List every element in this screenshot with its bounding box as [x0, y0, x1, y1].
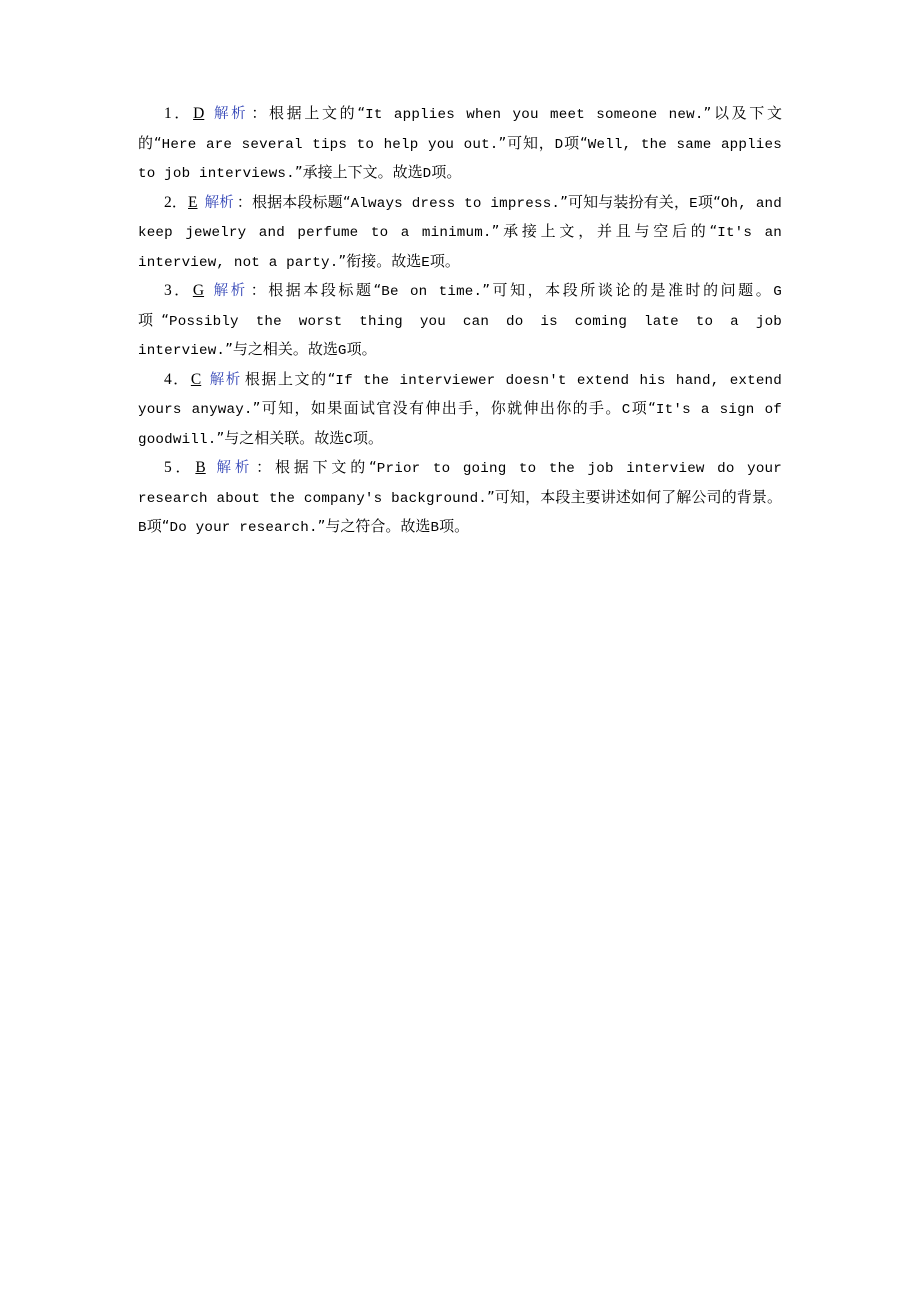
chinese-explanation-text: ”承接上下文。故选 [294, 163, 423, 181]
chinese-explanation-text: ”可知，如果面试官没有伸出手，你就伸出你的手。 [252, 399, 622, 417]
chinese-explanation-text: ”以及下文的 [138, 104, 782, 152]
chinese-explanation-text: 项 [138, 310, 162, 329]
chinese-explanation-text: “ [369, 458, 377, 476]
english-quote-text: D [554, 136, 564, 153]
answer-number-separator: ． [171, 458, 195, 476]
chinese-explanation-text: 项 [146, 517, 162, 535]
chinese-explanation-text: “ [161, 310, 170, 329]
answer-number: 3 [164, 282, 172, 299]
answer-choice: C [190, 370, 202, 388]
english-quote-text: It's an interview, not a party. [138, 225, 782, 271]
chinese-explanation-text: 项。 [346, 340, 377, 358]
answer-number-separator: ． [171, 369, 190, 388]
english-quote-text: C [344, 431, 353, 448]
chinese-explanation-text: ”可知与装扮有关， [560, 192, 690, 211]
explanation-colon: ： [251, 104, 269, 122]
explanation-colon: ： [250, 281, 269, 299]
answer-key-list [138, 100, 782, 543]
english-quote-text: E [421, 254, 430, 271]
english-quote-text: Oh, and keep jewelry and perfume to a minimum. [138, 195, 782, 241]
answer-number: 1 [164, 105, 172, 122]
answer-item [138, 100, 782, 189]
chinese-explanation-text: ”承接上文，并且与空后的 [491, 222, 710, 240]
english-quote-text: Always dress to impress. [350, 195, 561, 212]
chinese-explanation-text: 项 [630, 399, 649, 417]
answer-choice: D [193, 105, 205, 122]
answer-item [138, 366, 782, 455]
english-quote-text: Possibly the worst thing you can do is coming late to a job interview. [138, 313, 782, 359]
answer-number-separator: ． [171, 104, 193, 122]
chinese-explanation-text: ”可知，本段主要讲述如何了解公司的背景。 [487, 487, 782, 506]
chinese-explanation-text: 项 [563, 133, 580, 152]
explanation-colon: ： [236, 192, 253, 211]
explanation-label: 解析 [208, 371, 242, 388]
answer-number-separator: ． [171, 281, 192, 299]
chinese-explanation-text: ”与之符合。故选 [317, 517, 431, 535]
answer-number: 2 [164, 193, 172, 211]
chinese-explanation-text: ”与之相关联。故选 [216, 428, 345, 447]
english-quote-text: C [621, 402, 631, 418]
answer-number-separator: ． [171, 192, 188, 211]
english-quote-text: It's a sign of goodwill. [138, 402, 782, 448]
english-quote-text: B [430, 520, 440, 536]
chinese-explanation-text: 项。 [431, 163, 462, 181]
chinese-explanation-text: 项。 [352, 428, 383, 447]
answer-choice: B [195, 459, 206, 476]
explanation-label: 解析 [212, 460, 254, 476]
english-quote-text: E [689, 195, 698, 212]
explanation-label: 解析 [211, 283, 248, 299]
english-quote-text: D [422, 166, 432, 182]
chinese-explanation-text: ”与之相关。故选 [225, 340, 338, 358]
chinese-explanation-text: 项。 [439, 517, 470, 535]
chinese-explanation-text: “ [342, 192, 351, 211]
chinese-explanation-text: 根据下文的 [274, 458, 370, 476]
chinese-explanation-text: ”可知，本段所谈论的是准时的问题。 [482, 281, 774, 299]
answer-number: 4 [164, 370, 172, 388]
english-quote-text: Here are several tips to help you out. [161, 136, 499, 153]
chinese-explanation-text: “ [161, 517, 170, 535]
english-quote-text: G [773, 284, 782, 300]
chinese-explanation-text: “ [713, 192, 721, 211]
english-quote-text: Prior to going to the job interview do your research about the company's background. [138, 461, 782, 507]
answer-item [138, 277, 782, 366]
chinese-explanation-text: 项。 [429, 251, 460, 270]
chinese-explanation-text: 根据上文的 [268, 104, 358, 122]
chinese-explanation-text: ”衔接。故选 [338, 251, 422, 270]
chinese-explanation-text: “ [373, 281, 382, 299]
chinese-explanation-text: “ [327, 369, 336, 388]
chinese-explanation-text: “ [579, 133, 588, 152]
chinese-explanation-text: 根据上文的 [244, 369, 328, 388]
chinese-explanation-text: 根据本段标题 [252, 192, 343, 211]
answer-number: 5 [164, 459, 172, 476]
chinese-explanation-text: “ [648, 399, 656, 417]
chinese-explanation-text: 项 [697, 192, 714, 211]
chinese-explanation-text: “ [357, 104, 366, 122]
english-quote-text: G [337, 343, 347, 359]
answer-item [138, 454, 782, 543]
english-quote-text: Do your research. [169, 520, 318, 536]
explanation-label: 解析 [211, 106, 249, 122]
english-quote-text: Well, the same applies to job interviews. [138, 136, 782, 182]
chinese-explanation-text: ”可知， [498, 133, 555, 152]
answer-choice: E [188, 193, 198, 211]
english-quote-text: If the interviewer doesn't extend his hand, extend yours anyway. [138, 372, 782, 418]
explanation-label: 解析 [204, 194, 234, 211]
english-quote-text: B [138, 520, 147, 536]
chinese-explanation-text: “ [153, 133, 162, 152]
english-quote-text: Be on time. [381, 284, 483, 300]
answer-choice: G [192, 282, 205, 299]
chinese-explanation-text: 根据本段标题 [268, 281, 374, 299]
answer-item [138, 189, 782, 278]
chinese-explanation-text: “ [709, 222, 718, 240]
english-quote-text: It applies when you meet someone new. [365, 107, 704, 123]
explanation-colon: ： [256, 458, 275, 476]
